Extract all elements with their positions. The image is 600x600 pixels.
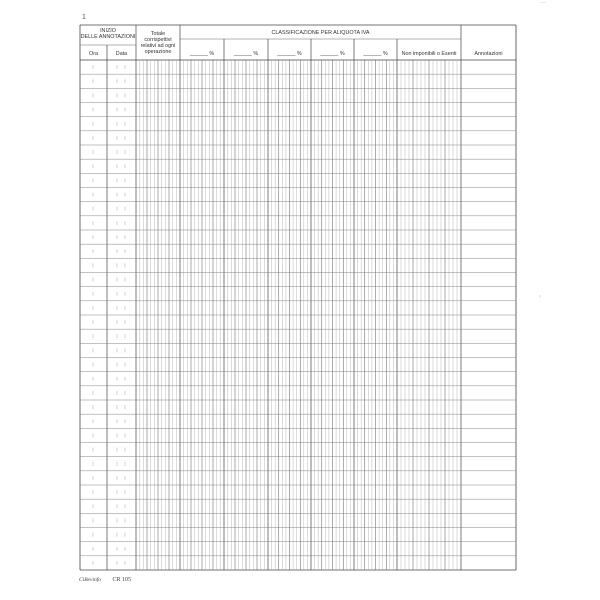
- header-ora: Ora: [89, 51, 98, 57]
- header-data: Data: [115, 51, 128, 57]
- header-aliquota-2: ______ %: [233, 51, 259, 57]
- header-aliquota-4: ______ %: [320, 51, 345, 57]
- page-number: 1: [82, 14, 86, 21]
- header-classificazione: CLASSIFICAZIONE PER ALIQUOTA IVA: [271, 30, 370, 36]
- corner-mark: —: [540, 0, 546, 6]
- header-non-imponibili: Non imponibili o Esenti: [401, 51, 457, 57]
- side-mark: ‹: [539, 294, 541, 300]
- header-annotazioni: Annotazioni: [474, 51, 503, 57]
- header-inizio: INIZIO DELLE ANNOTAZIONI: [80, 28, 136, 40]
- header-aliquota-5: ______ %: [363, 51, 388, 57]
- footer-brand: CiBevinfo: [79, 577, 101, 583]
- header-aliquota-1: ______ %: [189, 51, 215, 57]
- footer-code: CR 105: [112, 577, 132, 583]
- footer: [79, 577, 131, 583]
- header-totale: Totale corrispettivi relativi ad ogni operazione: [140, 31, 176, 55]
- header-aliquota-3: ______ %: [277, 51, 302, 57]
